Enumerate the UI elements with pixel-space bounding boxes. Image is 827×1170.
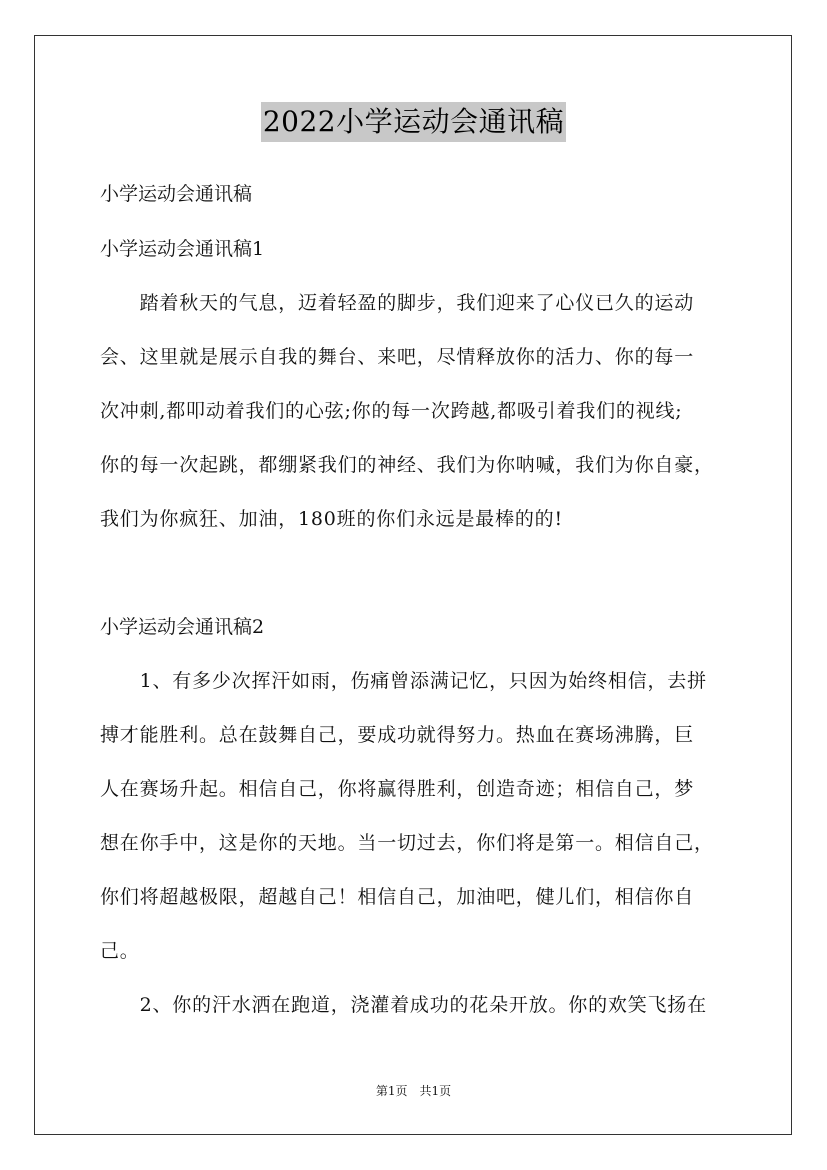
paragraph-line: 搏才能胜利。总在鼓舞自己，要成功就得努力。热血在赛场沸腾，巨 xyxy=(100,724,695,746)
paragraph-line: 想在你手中，这是你的天地。当一切过去，你们将是第一。相信自己， xyxy=(100,832,714,854)
section-1-heading: 小学运动会通讯稿1 xyxy=(100,238,265,260)
paragraph-line: 2、你的汗水洒在跑道，浇灌着成功的花朵开放。你的欢笑飞扬在 xyxy=(100,994,707,1016)
document-title: 2022小学运动会通讯稿 xyxy=(261,102,566,142)
paragraph-line: 会、这里就是展示自我的舞台、来吧，尽情释放你的活力、你的每一 xyxy=(100,346,695,368)
paragraph-line: 人在赛场升起。相信自己，你将赢得胜利，创造奇迹；相信自己，梦 xyxy=(100,778,695,800)
title-container xyxy=(0,102,827,142)
document-subtitle: 小学运动会通讯稿 xyxy=(100,183,253,205)
section-2-heading: 小学运动会通讯稿2 xyxy=(100,616,265,638)
page-number-footer: 第1页 共1页 xyxy=(375,1084,452,1098)
paragraph-line: 踏着秋天的气息，迈着轻盈的脚步，我们迎来了心仪已久的运动 xyxy=(100,292,695,314)
paragraph-line: 你们将超越极限，超越自己！相信自己，加油吧，健儿们，相信你自 xyxy=(100,886,695,908)
paragraph-line: 你的每一次起跳，都绷紧我们的神经、我们为你呐喊，我们为你自豪， xyxy=(100,454,714,476)
paragraph-line: 我们为你疯狂、加油，180班的你们永远是最棒的的! xyxy=(100,508,563,530)
paragraph-line: 1、有多少次挥汗如雨，伤痛曾添满记忆，只因为始终相信，去拼 xyxy=(100,670,707,692)
paragraph-line: 次冲刺,都叩动着我们的心弦;你的每一次跨越,都吸引着我们的视线; xyxy=(100,400,683,422)
paragraph-line: 己。 xyxy=(100,940,140,962)
